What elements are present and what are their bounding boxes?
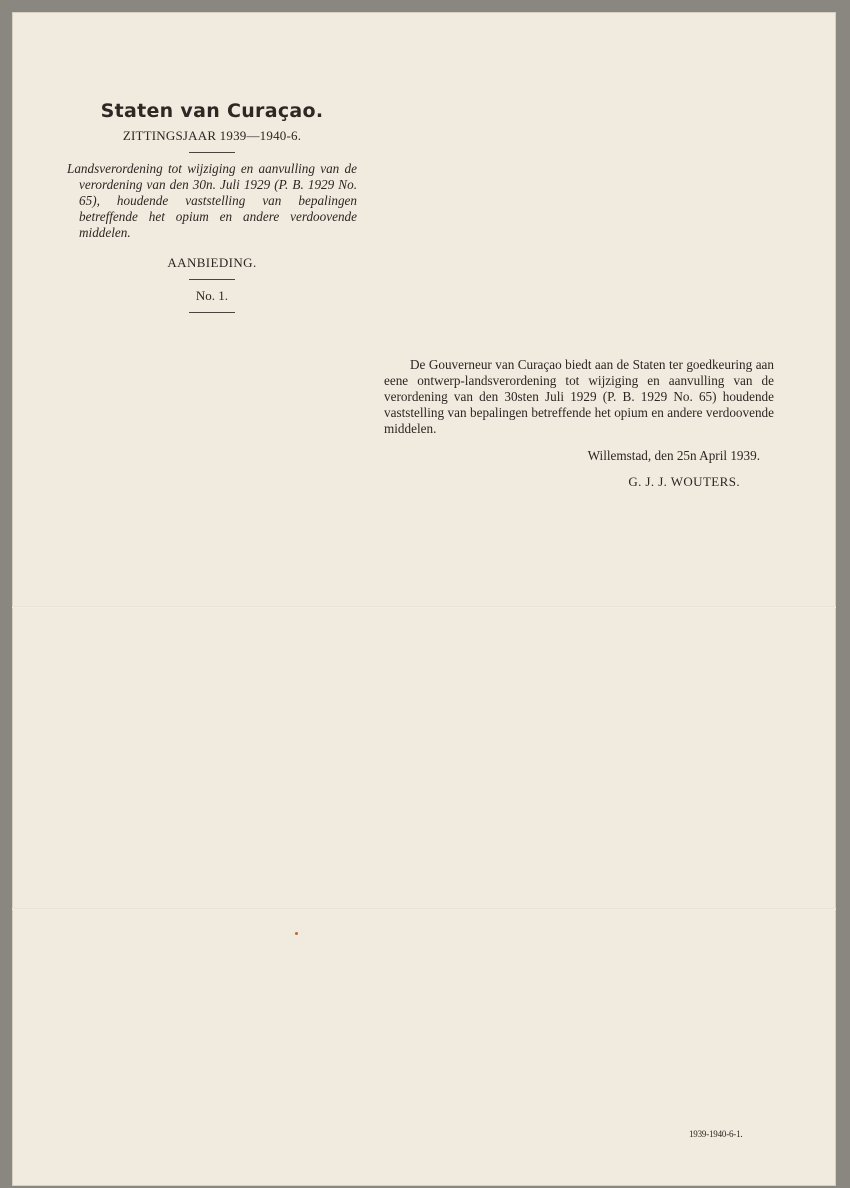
document-number: No. 1. xyxy=(195,288,229,303)
divider xyxy=(189,152,235,153)
divider xyxy=(189,279,235,280)
document-code: 1939-1940-6-1. xyxy=(689,1129,743,1139)
session-year: ZITTINGSJAAR 1939—1940-6. xyxy=(122,128,302,143)
letter-body: De Gouverneur van Curaçao biedt aan de Staten ter goedkeuring aan eene ontwerp-landsverordening tot wijziging en aanvulling van de verordening van den 30sten Juli 1929 (P. B. 1929 No. 65) houdende vaststelling van bepalingen betreffende het opium en andere verdoovende middelen. xyxy=(384,357,774,436)
divider xyxy=(189,312,235,313)
paper-stain xyxy=(295,932,298,935)
section-heading: AANBIEDING. xyxy=(167,255,257,270)
header-block xyxy=(67,100,357,321)
subject-description: Landsverordening tot wijziging en aanvulling van de verordening van den 30n. Juli 1929 (P. B. 1929 No. 65), houdende vaststelling van bepalingen betreffende het opium en andere verdoovende middelen. xyxy=(67,161,357,240)
place-date: Willemstad, den 25n April 1939. xyxy=(587,448,760,463)
paper-fold xyxy=(12,908,836,910)
letter-block xyxy=(384,357,774,490)
signature: G. J. J. WOUTERS. xyxy=(628,474,740,489)
document-page xyxy=(12,12,836,1186)
document-title: Staten van Curaçao. xyxy=(100,100,324,122)
paper-fold xyxy=(12,606,836,608)
